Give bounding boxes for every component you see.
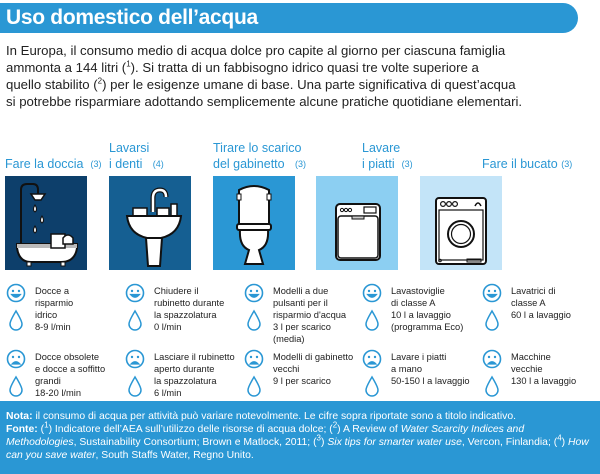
source-text: , South Staffs Water, Regno Unito.: [95, 450, 254, 461]
footnote-ref: 3: [316, 433, 321, 443]
heading-text: i denti: [109, 157, 143, 171]
activity-heading-teeth: [109, 138, 197, 172]
heading-text: Tirare lo scarico: [213, 141, 302, 155]
water-drop-icon: [244, 309, 264, 331]
sad-face-icon: [362, 349, 382, 369]
water-drop-icon: [125, 375, 145, 397]
water-drop-icon: [482, 375, 502, 397]
intro-paragraph: [6, 42, 596, 110]
source-text: , Vercon, Finlandia; (: [461, 437, 558, 448]
intro-line: quello stabilito (: [6, 77, 98, 92]
heading-text: Fare la doccia: [5, 157, 84, 171]
activity-heading-shower: [5, 138, 102, 172]
sad-face-icon: [125, 349, 145, 369]
item-text: Macchine vecchie 130 l a lavaggio: [511, 352, 577, 386]
activity-heading-laundry: [482, 138, 573, 172]
washing-machine-icon: [420, 176, 502, 270]
footnote-ref: (3): [295, 159, 307, 169]
item-text: Modelli di gabinetto vecchi 9 l per scarico: [273, 352, 354, 386]
intro-line: In Europa, il consumo medio di acqua dolce pro capite al giorno per ciascuna famiglia: [6, 43, 506, 58]
title-bar: [0, 3, 578, 33]
smiling-face-icon: [482, 283, 502, 303]
activity-heading-toilet: [213, 138, 307, 172]
footnote-ref: (3): [561, 159, 573, 169]
source-text: ) A Review of: [337, 424, 401, 435]
heading-text: Lavare: [362, 141, 401, 155]
smiling-face-icon: [125, 283, 145, 303]
note-text: il consumo di acqua per attività può variare notevolmente. Le cifre sopra riportate sono a titolo indicativo.: [32, 411, 516, 422]
footer-notes: Nota: il consumo di acqua per attività può variare notevolmente. Le cifre sopra riportate sono a titolo indicativo. Fonte: ($^1$) Indicatore dell’AEA sull’utilizzo delle risorse di acqua dolce; ($^2$) A Review of Water Scarcity Indices and Methodologies, Sustainability Consortium; Brown e Matlock, 2011; ($^3$) Six tips for smarter water use, Vercon, Finlandia; ($^4$) How can you save water, South Staffs Water, Regno Unito.: [0, 401, 600, 474]
footnote-ref: 2: [97, 76, 103, 86]
item-text: Docce a risparmio idrico 8-9 l/min: [35, 286, 74, 332]
page-title: Uso domestico dell’acqua: [6, 6, 258, 29]
note-label: Nota:: [6, 411, 33, 422]
item-text: Chiudere il rubinetto durante la spazzolatura 0 l/min: [154, 286, 225, 332]
intro-line: ). Si tratta di un fabbisogno idrico quasi tre volte superiore a: [130, 60, 479, 75]
item-text: Lavare i piatti a mano 50-150 l a lavaggio: [391, 352, 470, 386]
item-text: Modelli a due pulsanti per il risparmio d'acqua 3 l per scarico (media): [273, 286, 347, 344]
footnote-ref: 1: [126, 59, 131, 69]
footnote-ref: (4): [152, 159, 164, 169]
footnote-ref: 1: [44, 420, 49, 430]
intro-line: ammonta a 144 litri (: [6, 60, 127, 75]
sad-face-icon: [482, 349, 502, 369]
water-drop-icon: [362, 375, 382, 397]
footnote-ref: 2: [332, 420, 338, 430]
water-drop-icon: [125, 309, 145, 331]
footnote-ref: (3): [90, 159, 102, 169]
footnote-ref: 4: [557, 433, 562, 443]
item-text: Lasciare il rubinetto aperto durante la spazzolatura 6 l/min: [154, 352, 235, 398]
dishwasher-icon: [316, 176, 398, 270]
toilet-icon: [213, 176, 295, 270]
sad-face-icon: [6, 349, 26, 369]
item-text: Docce obsolete e docce a soffitto grandi 18-20 l/min: [35, 352, 106, 398]
intro-line: ) per le esigenze umane di base. Una parte significativa di quest’acqua: [102, 77, 516, 92]
item-text: Lavastoviglie di classe A 10 l a lavaggio (programma Eco): [391, 286, 464, 332]
source-text: , Sustainability Consortium; Brown e Matlock, 2011; (: [73, 437, 317, 448]
heading-text: i piatti: [362, 157, 395, 171]
sink-icon: [109, 176, 191, 270]
heading-text: Lavarsi: [109, 141, 150, 155]
source-text: ): [561, 437, 568, 448]
water-drop-icon: [482, 309, 502, 331]
heading-text: del gabinetto: [213, 157, 285, 171]
water-drop-icon: [6, 309, 26, 331]
intro-line: si potrebbe risparmiare adottando semplicemente alcune pratiche quotidiane elementari.: [6, 94, 523, 109]
bathtub-shower-icon: [5, 176, 87, 270]
heading-text: Fare il bucato: [482, 157, 558, 171]
water-drop-icon: [6, 375, 26, 397]
source-title: Six tips for smarter water use: [327, 437, 462, 448]
footnote-ref: (3): [401, 159, 413, 169]
water-drop-icon: [362, 309, 382, 331]
source-text: ) Indicatore dell’AEA sull’utilizzo delle risorse di acqua dolce; (: [48, 424, 333, 435]
item-text: Lavatrici di classe A 60 l a lavaggio: [511, 286, 571, 320]
water-drop-icon: [244, 375, 264, 397]
smiling-face-icon: [362, 283, 382, 303]
activity-heading-dishes: [362, 138, 450, 172]
smiling-face-icon: [6, 283, 26, 303]
source-text: ): [320, 437, 328, 448]
source-label: Fonte:: [6, 424, 38, 435]
sad-face-icon: [244, 349, 264, 369]
source-title: Water Scarcity Indices and Methodologies: [6, 424, 525, 448]
smiling-face-icon: [244, 283, 264, 303]
source-title: How can you save water: [6, 437, 589, 461]
